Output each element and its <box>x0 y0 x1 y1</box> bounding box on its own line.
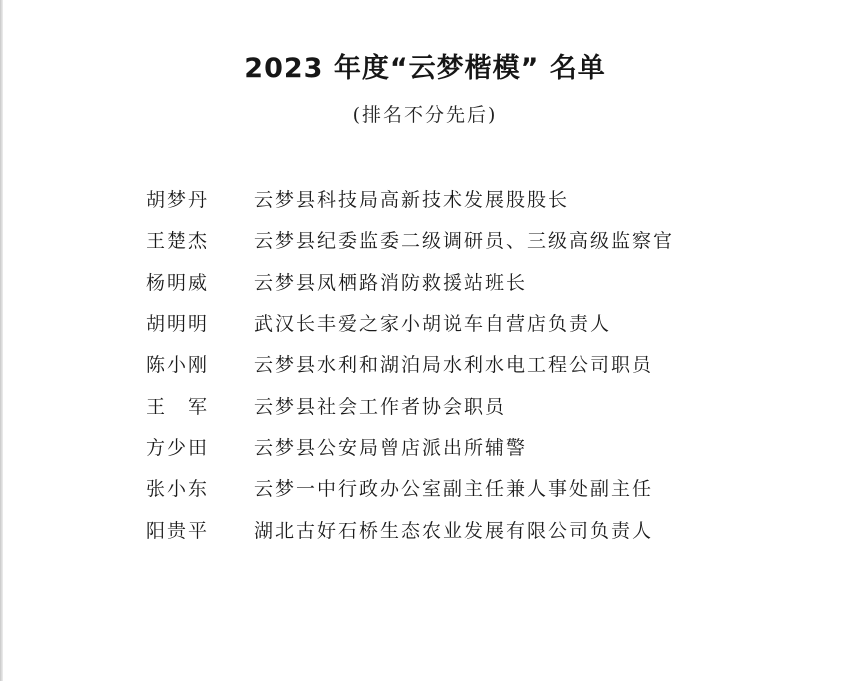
honoree-name: 王 军 <box>146 395 210 418</box>
honoree-position: 武汉长丰爱之家小胡说车自营店负责人 <box>254 313 612 336</box>
honoree-name: 胡梦丹 <box>146 189 210 212</box>
honoree-name: 王楚杰 <box>146 230 210 253</box>
honoree-name: 陈小刚 <box>146 354 210 377</box>
honoree-position: 湖北古好石桥生态农业发展有限公司负责人 <box>254 519 654 542</box>
honoree-position: 云梦县科技局高新技术发展股股长 <box>254 189 570 212</box>
list-item <box>146 219 786 260</box>
list-item <box>146 384 786 425</box>
document-subtitle: (排名不分先后) <box>352 104 498 126</box>
honoree-position: 云梦县凤栖路消防救援站班长 <box>254 271 528 294</box>
list-item <box>146 508 786 549</box>
honoree-name: 阳贵平 <box>146 519 210 542</box>
list-item <box>146 343 786 384</box>
honoree-position: 云梦县社会工作者协会职员 <box>254 395 507 418</box>
honoree-position: 云梦县水利和湖泊局水利水电工程公司职员 <box>254 354 654 377</box>
honoree-list <box>146 178 786 550</box>
list-item <box>146 467 786 508</box>
honoree-name: 胡明明 <box>146 313 210 336</box>
honoree-name: 方少田 <box>146 436 210 459</box>
honoree-position: 云梦一中行政办公室副主任兼人事处副主任 <box>254 478 654 501</box>
list-item <box>146 178 786 219</box>
list-item <box>146 302 786 343</box>
document-title: 2023 年度“云梦楷模” 名单 <box>244 53 606 84</box>
honoree-position: 云梦县公安局曾店派出所辅警 <box>254 436 528 459</box>
list-item <box>146 426 786 467</box>
list-item <box>146 261 786 302</box>
honoree-name: 张小东 <box>146 478 210 501</box>
honoree-position: 云梦县纪委监委二级调研员、三级高级监察官 <box>254 230 675 253</box>
honoree-name: 杨明威 <box>146 271 210 294</box>
